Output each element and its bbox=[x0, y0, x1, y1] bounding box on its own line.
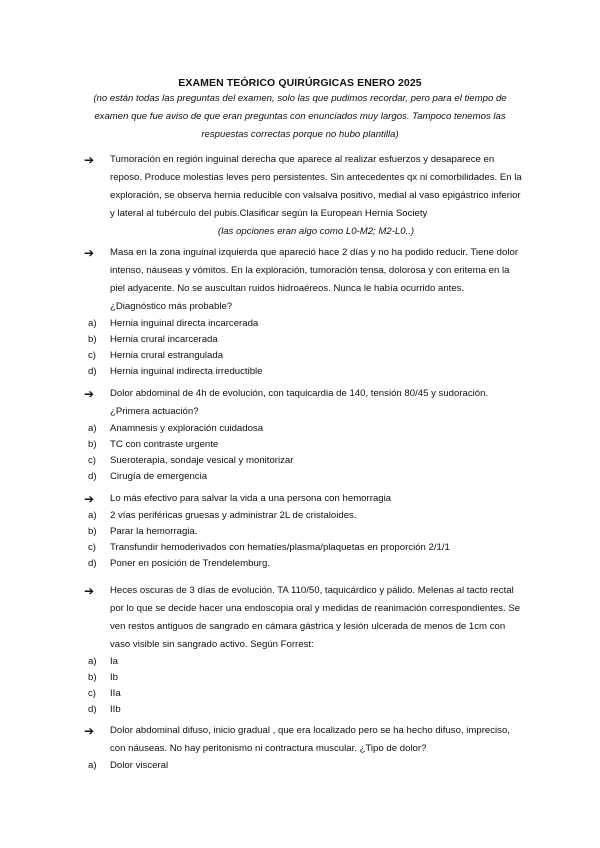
arrow-icon: ➔ bbox=[84, 724, 95, 738]
option-text: Sueroterapia, sondaje vesical y monitorizar bbox=[110, 455, 294, 466]
option-item bbox=[84, 556, 524, 572]
question-text: Heces oscuras de 3 días de evolución. TA 110/50, taquicárdico y pálido. Melenas al tacto rectal por lo que se decide hacer una endoscopia oral y medidas de reanimación correspondientes. Se ven restos antiguos de sangrado en cámara gástrica y lesión ulcerada de menos de 1cm con vaso visible sin sangrado activo. Según Forrest: bbox=[110, 585, 521, 650]
option-item bbox=[84, 524, 524, 540]
question-note: (las opciones eran algo como L0-M2; M2-L0..) bbox=[217, 226, 415, 237]
option-list bbox=[84, 421, 524, 485]
option-list bbox=[84, 316, 524, 380]
option-text: Transfundir hemoderivados con hematíes/plasma/plaquetas en proporción 2/1/1 bbox=[110, 542, 450, 553]
question-block bbox=[84, 385, 524, 485]
option-list bbox=[84, 654, 524, 718]
option-letter: a) bbox=[88, 760, 97, 771]
option-item bbox=[84, 702, 524, 718]
option-text: Cirugía de emergencia bbox=[110, 471, 208, 482]
option-text: Dolor visceral bbox=[110, 760, 169, 771]
option-text: Hernia inguinal indirecta irreductible bbox=[110, 366, 263, 377]
question-text: Masa en la zona inguinal izquierda que apareció hace 2 días y no ha podido reducir. Tiene dolor intenso, náuseas y vómitos. En la exploración, tumoración tensa, dolorosa y con eritema en la piel adyacente. No se auscultan ruidos hidroaéreos. Nunca le había ocurrido antes. ¿Diagnóstico más probable? bbox=[110, 247, 519, 312]
option-letter: d) bbox=[88, 471, 97, 482]
option-item bbox=[84, 453, 524, 469]
option-item bbox=[84, 469, 524, 485]
option-text: Ia bbox=[110, 656, 119, 667]
option-text: Hernia crural incarcerada bbox=[110, 334, 218, 345]
option-list bbox=[84, 508, 524, 572]
arrow-icon: ➔ bbox=[84, 492, 95, 506]
question-text: Dolor abdominal difuso, inicio gradual , que era localizado pero se ha hecho difuso, impreciso, con náuseas. No hay peritonismo ni contractura muscular. ¿Tipo de dolor? bbox=[110, 725, 510, 754]
option-letter: b) bbox=[88, 334, 97, 345]
option-text: Poner en posición de Trendelemburg. bbox=[110, 558, 270, 569]
option-letter: c) bbox=[88, 350, 96, 361]
option-text: 2 vías periféricas gruesas y administrar 2L de cristaloides. bbox=[110, 510, 357, 521]
option-letter: b) bbox=[88, 439, 97, 450]
question-block bbox=[84, 490, 524, 572]
option-letter: c) bbox=[88, 455, 96, 466]
arrow-icon: ➔ bbox=[84, 387, 95, 401]
option-letter: b) bbox=[88, 672, 97, 683]
option-text: Ib bbox=[110, 672, 119, 683]
page-title: EXAMEN TEÓRICO QUIRÚRGICAS ENERO 2025 bbox=[178, 77, 422, 89]
option-item bbox=[84, 437, 524, 453]
option-letter: b) bbox=[88, 526, 97, 537]
question-block bbox=[84, 582, 524, 718]
option-item bbox=[84, 686, 524, 702]
option-item bbox=[84, 758, 524, 774]
option-text: Hernia crural estrangulada bbox=[110, 350, 224, 361]
option-list bbox=[84, 758, 524, 774]
option-letter: d) bbox=[88, 704, 97, 715]
option-letter: a) bbox=[88, 510, 97, 521]
arrow-icon: ➔ bbox=[84, 246, 95, 260]
option-item bbox=[84, 364, 524, 380]
question-text: Dolor abdominal de 4h de evolución, con taquicardia de 140, tensión 80/45 y sudoración. ¿Primera actuación? bbox=[110, 388, 489, 417]
option-text: IIb bbox=[110, 704, 121, 715]
option-item bbox=[84, 348, 524, 364]
option-item bbox=[84, 421, 524, 437]
option-text: TC con contraste urgente bbox=[110, 439, 219, 450]
option-letter: a) bbox=[88, 423, 97, 434]
option-letter: d) bbox=[88, 366, 97, 377]
question-text: Lo más efectivo para salvar la vida a una persona con hemorragia bbox=[110, 493, 392, 504]
question-text bbox=[110, 151, 522, 241]
option-text: IIa bbox=[110, 688, 121, 699]
option-item bbox=[84, 316, 524, 332]
option-letter: a) bbox=[88, 656, 97, 667]
option-item bbox=[84, 654, 524, 670]
arrow-icon: ➔ bbox=[84, 584, 95, 598]
option-text: Hernia inguinal directa incarcerada bbox=[110, 318, 259, 329]
question-block bbox=[84, 244, 524, 380]
option-letter: a) bbox=[88, 318, 97, 329]
option-item bbox=[84, 670, 524, 686]
option-letter: d) bbox=[88, 558, 97, 569]
page-subtitle: (no están todas las preguntas del examen, solo las que pudimos recordar, pero para el tiempo de examen que fue aviso de que eran preguntas con enunciados muy largos. Tampoco tenemos las respuestas correctas porque no hubo plantilla) bbox=[93, 93, 507, 140]
option-item bbox=[84, 508, 524, 524]
question-block bbox=[84, 151, 524, 241]
arrow-icon: ➔ bbox=[84, 153, 95, 167]
question-statement: Tumoración en región inguinal derecha que aparece al realizar esfuerzos y desaparece en reposo. Produce molestias leves pero persistentes. Sin antecedentes qx ni comorbilidades. En la exploración, se observa hernia reducible con valsalva positivo, medial al vaso epigástrico inferior y lateral al tubérculo del pubis.Clasificar según la European Hernia Society bbox=[110, 154, 522, 219]
option-letter: c) bbox=[88, 688, 96, 699]
option-item bbox=[84, 332, 524, 348]
question-block bbox=[84, 722, 524, 774]
option-text: Anamnesis y exploración cuidadosa bbox=[110, 423, 264, 434]
option-letter: c) bbox=[88, 542, 96, 553]
option-text: Parar la hemorragia. bbox=[110, 526, 198, 537]
option-item bbox=[84, 540, 524, 556]
